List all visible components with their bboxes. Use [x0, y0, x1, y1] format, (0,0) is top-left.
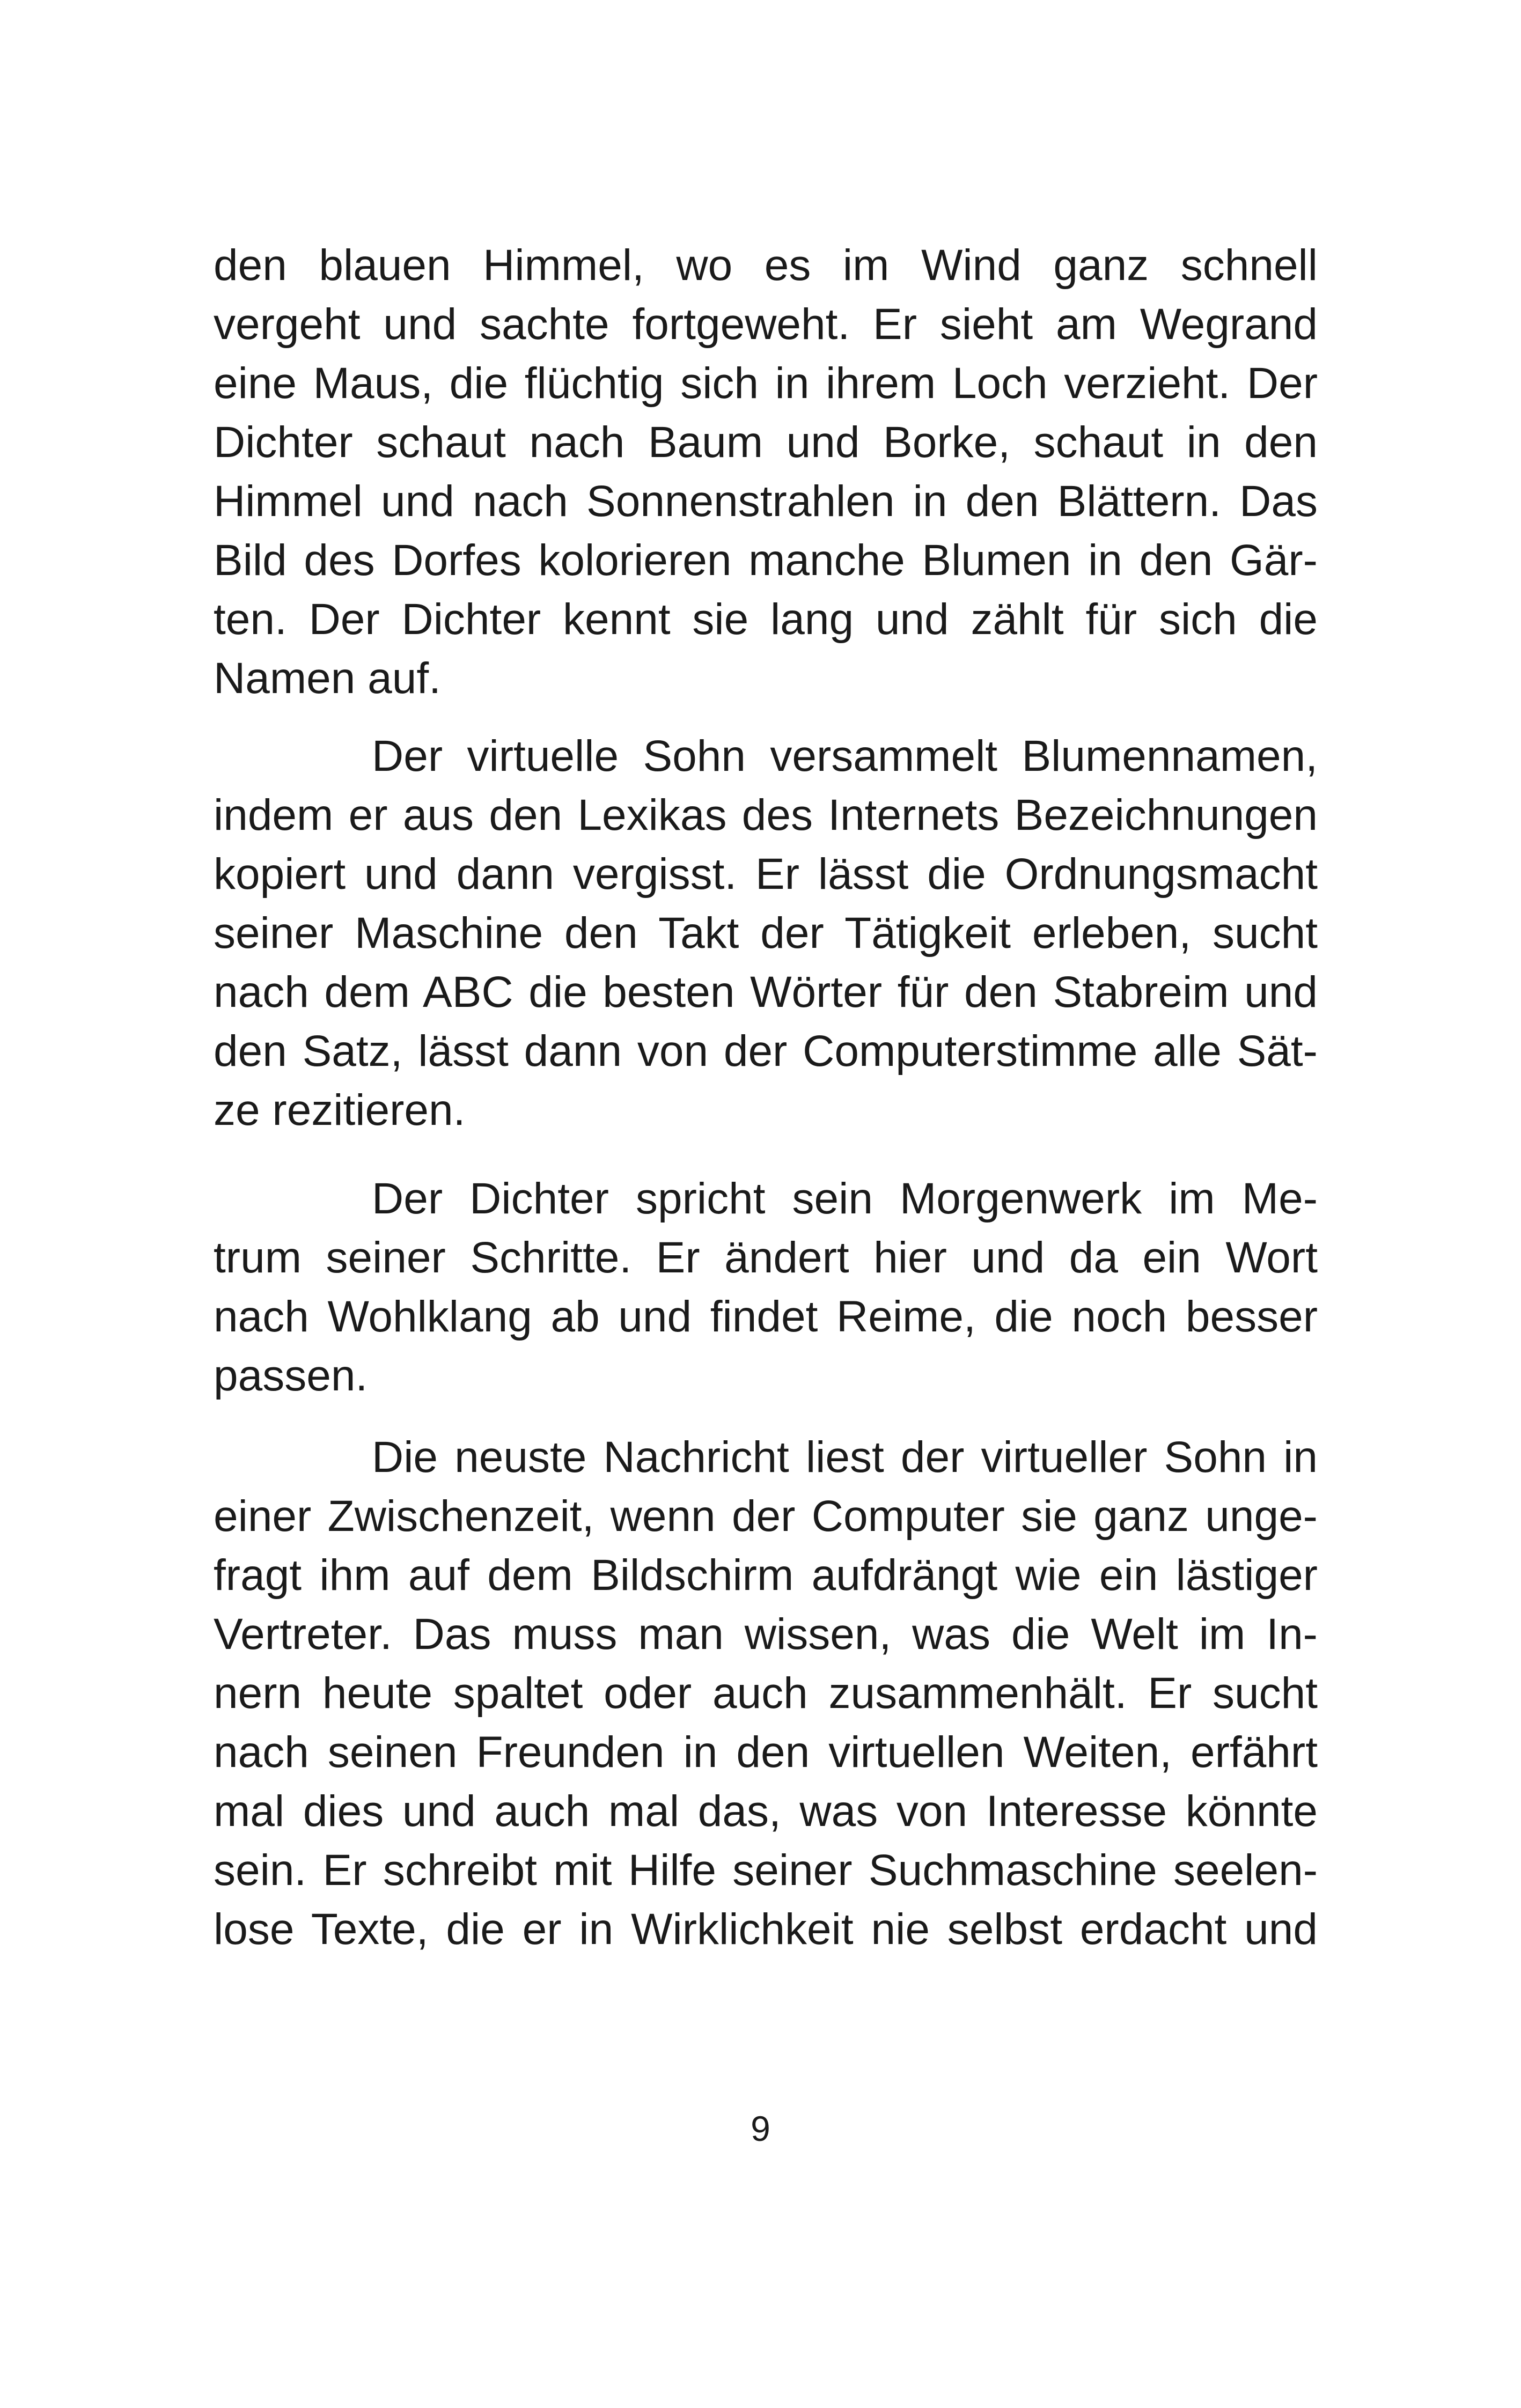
paragraph-1 — [214, 236, 1318, 708]
text-line: Dichter schaut nach Baum und Borke, schaut in den — [214, 418, 1318, 467]
text-line: indem er aus den Lexikas des Internets Bezeichnungen — [214, 791, 1318, 840]
text-line: kopiert und dann vergisst. Er lässt die Ordnungsmacht — [214, 850, 1318, 899]
text-line: Himmel und nach Sonnenstrahlen in den Blättern. Das — [214, 477, 1318, 526]
text-line: seiner Maschine den Takt der Tätigkeit erleben, sucht — [214, 909, 1318, 958]
paragraph-2 — [214, 727, 1318, 1140]
text-line: Namen auf. — [214, 654, 441, 703]
text-line: ten. Der Dichter kennt sie lang und zählt für sich die — [214, 595, 1318, 644]
text-line: eine Maus, die flüchtig sich in ihrem Loch verzieht. Der — [214, 359, 1318, 408]
text-line: ze rezitieren. — [214, 1086, 466, 1135]
text-line: den Satz, lässt dann von der Computerstimme alle Sät- — [214, 1027, 1318, 1076]
text-line: lose Texte, die er in Wirklichkeit nie selbst erdacht und — [214, 1905, 1318, 1954]
paragraph-3 — [214, 1169, 1318, 1405]
text-line: nach dem ABC die besten Wörter für den Stabreim und — [214, 968, 1318, 1017]
text-line: Vertreter. Das muss man wissen, was die Welt im In- — [214, 1610, 1318, 1659]
text-line: Der virtuelle Sohn versammelt Blumennamen, — [372, 732, 1318, 780]
text-line: vergeht und sachte fortgeweht. Er sieht am Wegrand — [214, 300, 1318, 349]
text-line: nach Wohlklang ab und findet Reime, die noch besser — [214, 1292, 1318, 1341]
text-line: nern heute spaltet oder auch zusammenhält. Er sucht — [214, 1669, 1318, 1718]
text-line: fragt ihm auf dem Bildschirm aufdrängt wie ein lästiger — [214, 1551, 1318, 1600]
body-text — [214, 236, 1318, 1959]
text-line: Die neuste Nachricht liest der virtueller Sohn in — [372, 1433, 1318, 1482]
text-line: passen. — [214, 1351, 368, 1400]
text-line: trum seiner Schritte. Er ändert hier und da ein Wort — [214, 1233, 1318, 1282]
text-line: sein. Er schreibt mit Hilfe seiner Suchmaschine seelen- — [214, 1846, 1318, 1895]
text-line: den blauen Himmel, wo es im Wind ganz schnell — [214, 241, 1318, 290]
text-line: einer Zwischenzeit, wenn der Computer sie ganz unge- — [214, 1492, 1318, 1541]
text-line: Der Dichter spricht sein Morgenwerk im Me- — [372, 1174, 1318, 1223]
paragraph-4 — [214, 1428, 1318, 1959]
page-number: 9 — [751, 2109, 770, 2148]
text-line: mal dies und auch mal das, was von Interesse könnte — [214, 1787, 1318, 1836]
text-line: nach seinen Freunden in den virtuellen Weiten, erfährt — [214, 1728, 1318, 1777]
text-line: Bild des Dorfes kolorieren manche Blumen in den Gär- — [214, 536, 1318, 585]
